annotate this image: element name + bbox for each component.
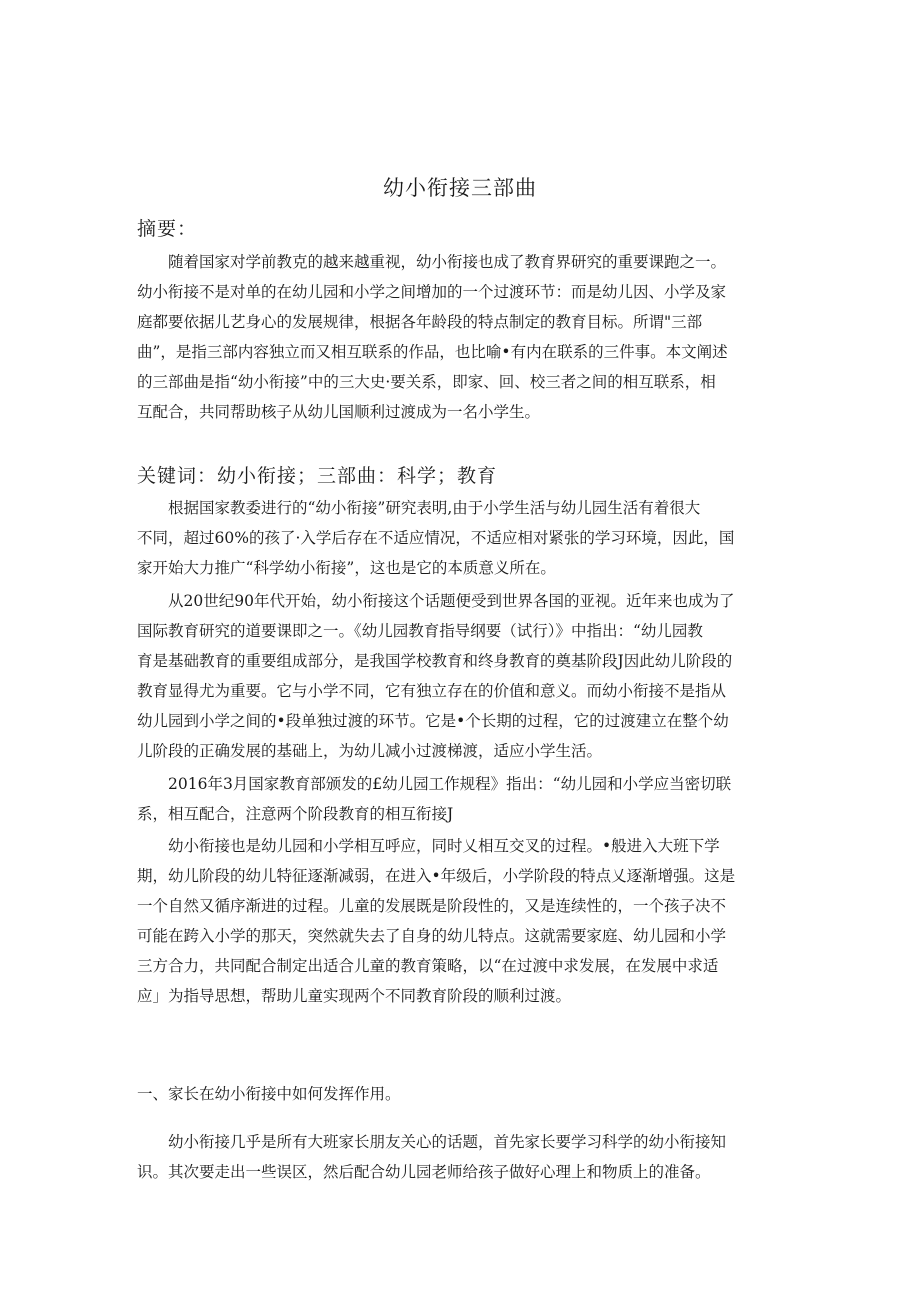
paragraph-2 (137, 586, 787, 766)
text-line: 幼小衔接几乎是所有大班家长朋友关心的话题，首先家长要学习科学的幼小衔接知 (137, 1133, 727, 1151)
text-line: 系，相互配合，注意两个阶段教育的相互衔接J (137, 805, 454, 823)
document-title: 幼小衔接三部曲 (383, 176, 537, 200)
text-line: 家开始大力推广“科学幼小衔接”，这也是它的本质意义所在。 (137, 559, 556, 577)
text-line: 儿阶段的正确发展的基础上，为幼儿减小过渡梯渡，适应小学生活。 (137, 742, 603, 760)
text-line: 育是基础教育的重要组成部分，是我国学校教育和终身教育的奠基阶段J因此幼儿阶段的 (137, 652, 733, 670)
paragraph-3 (137, 769, 787, 829)
text-line: 期，幼儿阶段的幼儿特征逐渐减弱，在进入•年级后，小学阶段的特点乂逐渐增强。这是 (137, 867, 736, 885)
text-line: 互配合，共同帮助核子从幼儿国顺利过渡成为一名小学生。 (137, 403, 541, 421)
text-line: 国际教育研究的道要课即之一。《幼儿园教育指导纲要（试行）》中指出：“幼儿园教 (137, 622, 703, 640)
text-line: 幼小衔接也是幼儿园和小学相互呼应，同时乂相互交叉的过程。•般进入大班下学 (137, 837, 720, 855)
section-heading-1: 一、家长在幼小衔接中如何发挥作用。 (137, 1085, 401, 1103)
text-line: 幼小衔接不是对单的在幼儿园和小学之间增加的一个过渡环节：而是幼儿因、小学及家 (137, 283, 727, 301)
text-line: 根据国家教委进行的“幼小衔接”研究表明,由于小学生活与幼儿园生活有着很大 (137, 499, 701, 517)
text-line: 不同，超过60%的孩了·入学后存在不适应情况，不适应相对紧张的学习环境，因此，国 (137, 529, 735, 547)
text-line: 幼儿园到小学之间的•段单独过渡的环节。它是•个长期的过程，它的过渡建立在整个幼 (137, 712, 729, 730)
abstract-paragraph (137, 247, 787, 427)
text-line: 可能在跨入小学的那天，突然就失去了自身的幼儿特点。这就需要家庭、幼儿园和小学 (137, 927, 727, 945)
paragraph-1 (137, 493, 787, 583)
text-line: 庭都要依据儿艺身心的发展规律，根据各年龄段的特点制定的教育目标。所谓"三部 (137, 313, 703, 331)
text-line: 一个自然又循序渐进的过程。儿童的发展既是阶段性的，又是连续性的，一个孩子决不 (137, 897, 727, 915)
text-line: 应」为指导思想，帮助儿童实现两个不同教育阶段的顺利过渡。 (137, 987, 572, 1005)
text-line: 三方合力，共同配合制定出适合儿童的教育策略，以“在过渡中求发展，在发展中求适 (137, 957, 719, 975)
text-line: 2016年3月国家教育部颁发的£幼儿园工作规程》指出：“幼儿园和小学应当密切联 (137, 775, 732, 793)
text-line: 识。其次要走出一些误区，然后配合幼儿园老师给孩子做好心理上和物质上的准备。 (137, 1163, 711, 1181)
paragraph-5 (137, 1127, 787, 1187)
abstract-heading: 摘要： (137, 218, 198, 240)
paragraph-4 (137, 831, 787, 1011)
keywords-heading: 关键词：幼小衔接；三部曲：科学；教育 (137, 465, 498, 487)
text-line: 从20世纪90年代开始，幼小衔接这个话题便受到世界各国的亚视。近年来也成为了 (137, 592, 735, 610)
text-line: 教育显得尤为重要。它与小学不同，它有独立存在的价值和意义。而幼小衔接不是指从 (137, 682, 727, 700)
text-line: 随着国家对学前教克的越来越重视，幼小衔接也成了教育界研究的重要课跑之一。 (137, 253, 727, 271)
text-line: 的三部曲是指“幼小衔接”中的三大史·要关系，即家、回、校三者之间的相互联系，相 (137, 373, 716, 391)
text-line: 曲”，是指三部内容独立而又相互联系的作品，也比喻•有内在联系的三件事。本文阐述 (137, 343, 728, 361)
